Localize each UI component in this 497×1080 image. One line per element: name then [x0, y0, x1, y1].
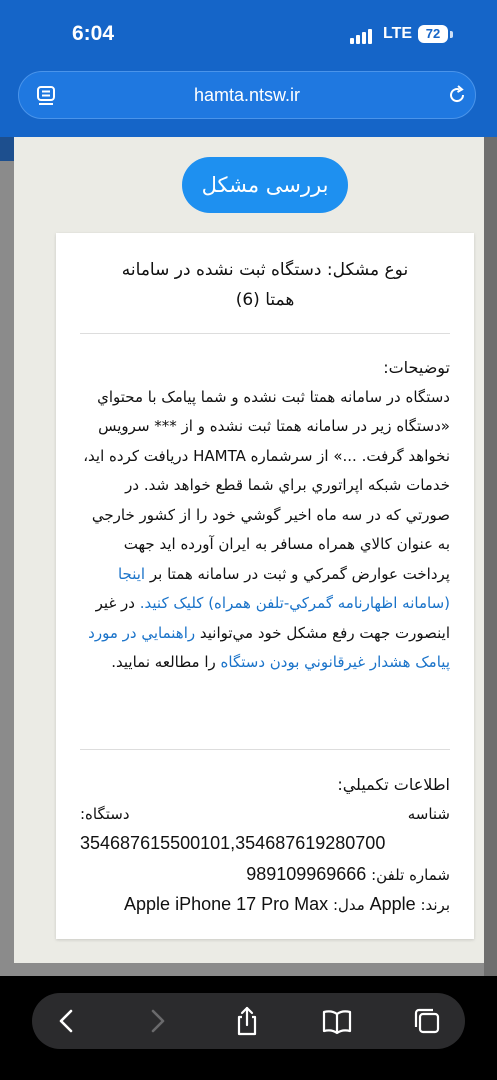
address-bar[interactable]	[18, 71, 476, 119]
problem-title-line1: نوع مشکل: دستگاه ثبت نشده در سامانه	[121, 260, 409, 280]
description-paragraph-2: در غير اينصورت جهت رفع مشكل خود مي‌توانيد	[95, 594, 450, 642]
extra-info-section	[80, 770, 450, 921]
warning-sms-guide-link[interactable]: راهنمايي در مورد پيامک هشدار غيرقانوني بودن دستگاه	[88, 623, 450, 671]
model-value: Apple iPhone 17 Pro Max	[124, 894, 329, 914]
status-time: 6:04	[72, 22, 115, 45]
phone-row	[80, 860, 450, 891]
chevron-left-icon[interactable]	[52, 1006, 82, 1036]
reload-icon[interactable]	[447, 85, 467, 105]
tabs-icon[interactable]	[412, 1006, 442, 1036]
model-label: مدل:	[332, 896, 365, 914]
problem-title	[80, 255, 450, 315]
imei-value: 354687615500101,354687619280700	[80, 833, 386, 853]
review-problem-button[interactable]: بررسی مشکل	[182, 157, 348, 213]
imei-row	[80, 829, 450, 860]
page-edge	[0, 137, 14, 161]
problem-card	[56, 233, 474, 939]
description-text	[80, 383, 450, 678]
phone-value: 989109969666	[246, 863, 367, 884]
device-label: دستگاه:	[80, 804, 130, 823]
signal-icon	[350, 28, 376, 44]
status-bar	[0, 0, 497, 70]
problem-title-line2: همتا (6)	[235, 290, 295, 310]
chevron-right-icon[interactable]	[142, 1006, 172, 1036]
browser-toolbar	[32, 993, 465, 1049]
url-text[interactable]: hamta.ntsw.ir	[193, 85, 301, 105]
divider	[80, 749, 450, 750]
device-id-row	[80, 800, 450, 830]
brand-value: Apple	[369, 894, 416, 914]
book-icon[interactable]	[322, 1006, 352, 1036]
customs-declaration-link[interactable]: اينجا (سامانه اظهارنامه گمركي-تلفن همراه) كليک كنيد.	[117, 564, 450, 612]
brand-model-row	[80, 890, 450, 921]
description-heading: توضيحات:	[383, 358, 450, 377]
description-paragraph-3: را مطالعه نماييد.	[111, 653, 216, 671]
network-type: LTE	[383, 25, 413, 42]
page-gutter	[484, 137, 497, 976]
browser-header	[0, 0, 497, 137]
battery-icon: 72	[418, 25, 448, 43]
brand-label: برند:	[420, 896, 450, 914]
phone-label: شماره تلفن:	[371, 865, 450, 884]
description-section	[80, 353, 450, 678]
description-paragraph-1: دستگاه در سامانه همتا ثبت نشده و شما پیامک با محتواي «دستگاه زير در سامانه همتا ثبت نشده و از *** سرويس نخواهد گرفت. ...» از سرشماره HAMTA دريافت كرده ايد، خدمات شبكه اپراتوري براي شما قطع خواهد شد. در صورتي كه در سه ماه اخير گوشي خود را از كشور خارجي به عنوان كالاي همراه مسافر به ايران آورده ايد جهت پرداخت عوارض گمركي و ثبت در سامانه همتا بر	[83, 387, 450, 583]
share-icon[interactable]	[232, 1006, 262, 1036]
battery-cap	[450, 31, 453, 38]
divider	[80, 333, 450, 334]
id-label: شناسه	[407, 804, 450, 823]
extra-info-heading: اطلاعات تكميلي:	[337, 775, 450, 794]
